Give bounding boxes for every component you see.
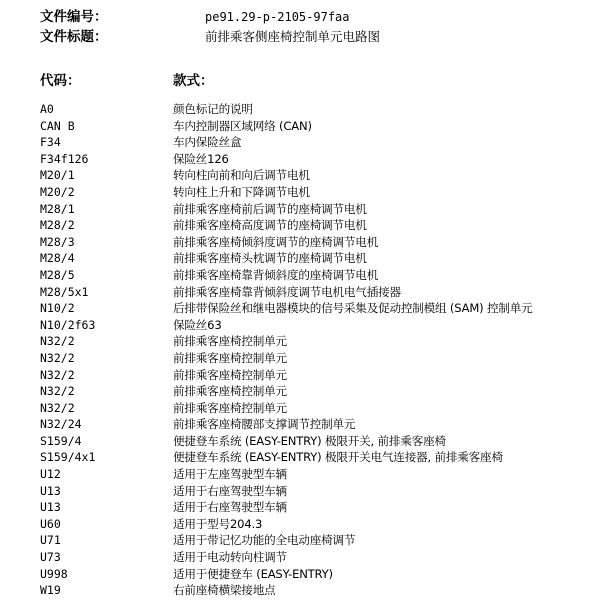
component-description: 右前座椅横梁接地点 xyxy=(173,583,276,598)
component-description: 颜色标记的说明 xyxy=(173,102,253,116)
component-description: 适用于电动转向柱调节 xyxy=(173,550,287,565)
table-row xyxy=(40,400,600,417)
table-row xyxy=(40,549,600,566)
component-description: 前排乘客座椅控制单元 xyxy=(173,350,287,365)
component-description: 后排带保险丝和继电器模块的信号采集及促动控制模组 (SAM) 控制单元 xyxy=(173,301,533,316)
component-code: A0 xyxy=(40,102,54,116)
component-description: 保险丝126 xyxy=(173,151,229,166)
component-description: 转向柱向前和向后调节电机 xyxy=(173,168,310,183)
component-description: 便捷登车系统 (EASY-ENTRY) 极限开关电气连接器, 前排乘客座椅 xyxy=(173,450,503,465)
table-row xyxy=(40,134,600,151)
table-row xyxy=(40,466,600,483)
component-code: CAN B xyxy=(40,118,75,133)
table-row xyxy=(40,184,600,201)
style-column-header: 款式： xyxy=(173,73,214,89)
component-code: U998 xyxy=(40,566,68,581)
table-row xyxy=(40,201,600,218)
component-code: U13 xyxy=(40,483,61,498)
table-row xyxy=(40,300,600,317)
table-row xyxy=(40,317,600,334)
table-row xyxy=(40,566,600,583)
component-description: 适用于右座驾驶型车辆 xyxy=(173,500,287,515)
component-code: U12 xyxy=(40,467,61,482)
table-row xyxy=(40,367,600,384)
component-code: N10/2f63 xyxy=(40,317,96,332)
component-code: M28/5 xyxy=(40,267,75,282)
component-description: 前排乘客座椅控制单元 xyxy=(173,400,287,415)
table-row xyxy=(40,499,600,516)
component-description: 车内控制器区域网络 (CAN) xyxy=(173,118,312,133)
table-row xyxy=(40,217,600,234)
table-row xyxy=(40,101,600,118)
table-row xyxy=(40,582,600,599)
component-description: 前排乘客座椅前后调节的座椅调节电机 xyxy=(173,201,367,216)
file-title-label: 文件标题： xyxy=(40,29,108,45)
table-row xyxy=(40,267,600,284)
component-description: 前排乘客座椅高度调节的座椅调节电机 xyxy=(173,218,367,233)
component-code: F34f126 xyxy=(40,151,89,166)
table-row xyxy=(40,350,600,367)
component-description: 转向柱上升和下降调节电机 xyxy=(173,184,310,199)
component-code: M28/4 xyxy=(40,251,75,266)
component-code: N10/2 xyxy=(40,301,75,316)
component-description: 前排乘客座椅靠背倾斜度调节电机电气插接器 xyxy=(173,284,401,299)
component-code: M20/2 xyxy=(40,184,75,199)
file-number-label: 文件编号： xyxy=(40,9,108,25)
component-description: 适用于便捷登车 (EASY-ENTRY) xyxy=(173,566,333,581)
table-row xyxy=(40,284,600,301)
component-description: 适用于带记忆功能的全电动座椅调节 xyxy=(173,533,356,548)
component-code: N32/2 xyxy=(40,384,75,399)
component-description: 前排乘客座椅头枕调节的座椅调节电机 xyxy=(173,251,367,266)
component-code: S159/4 xyxy=(40,433,82,448)
component-description: 前排乘客座椅靠背倾斜度的座椅调节电机 xyxy=(173,267,379,282)
component-code: N32/2 xyxy=(40,350,75,365)
component-description: 便捷登车系统 (EASY-ENTRY) 极限开关, 前排乘客座椅 xyxy=(173,433,446,448)
component-code: M28/1 xyxy=(40,201,75,216)
table-header xyxy=(40,72,580,90)
component-description: 前排乘客座椅腰部支撑调节控制单元 xyxy=(173,417,356,432)
code-table xyxy=(40,101,600,599)
component-code: M20/1 xyxy=(40,168,75,183)
table-row xyxy=(40,167,600,184)
component-code: U71 xyxy=(40,533,61,548)
component-code: U73 xyxy=(40,550,61,565)
table-row xyxy=(40,250,600,267)
table-row xyxy=(40,433,600,450)
component-code: S159/4x1 xyxy=(40,450,96,465)
component-description: 车内保险丝盒 xyxy=(173,135,242,150)
component-description: 适用于右座驾驶型车辆 xyxy=(173,483,287,498)
table-row xyxy=(40,118,600,135)
component-description: 适用于左座驾驶型车辆 xyxy=(173,467,287,482)
component-code: U13 xyxy=(40,500,61,515)
component-description: 前排乘客座椅控制单元 xyxy=(173,334,287,349)
code-column-header: 代码： xyxy=(40,73,81,89)
component-code: M28/3 xyxy=(40,234,75,249)
table-row xyxy=(40,483,600,500)
file-title-value: 前排乘客侧座椅控制单元电路图 xyxy=(205,29,381,44)
table-row xyxy=(40,383,600,400)
component-description: 前排乘客座椅控制单元 xyxy=(173,384,287,399)
component-description: 保险丝63 xyxy=(173,317,222,332)
table-row xyxy=(40,516,600,533)
component-code: N32/24 xyxy=(40,417,82,432)
component-code: M28/5x1 xyxy=(40,284,89,299)
file-number-value: pe91.29-p-2105-97faa xyxy=(205,10,350,24)
component-code: W19 xyxy=(40,583,61,598)
component-description: 前排乘客座椅控制单元 xyxy=(173,367,287,382)
table-row xyxy=(40,449,600,466)
table-row xyxy=(40,532,600,549)
table-row xyxy=(40,333,600,350)
component-code: N32/2 xyxy=(40,334,75,349)
table-row xyxy=(40,416,600,433)
component-code: F34 xyxy=(40,135,61,150)
table-row xyxy=(40,151,600,168)
component-code: M28/2 xyxy=(40,218,75,233)
component-description: 前排乘客座椅倾斜度调节的座椅调节电机 xyxy=(173,234,379,249)
component-code: U60 xyxy=(40,516,61,531)
component-description: 适用于型号204.3 xyxy=(173,516,263,531)
table-row xyxy=(40,234,600,251)
component-code: N32/2 xyxy=(40,400,75,415)
component-code: N32/2 xyxy=(40,367,75,382)
